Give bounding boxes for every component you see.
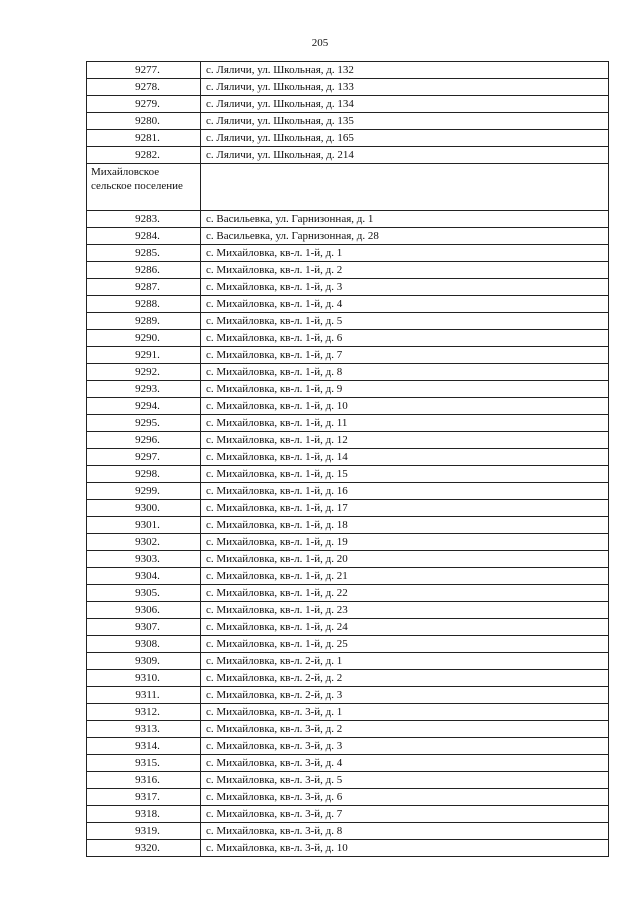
address-cell: с. Ляличи, ул. Школьная, д. 134 [201, 96, 609, 113]
address-cell: с. Михайловка, кв-л. 2-й, д. 2 [201, 670, 609, 687]
address-cell: с. Михайловка, кв-л. 1-й, д. 7 [201, 347, 609, 364]
table-row [87, 806, 609, 823]
table-row [87, 381, 609, 398]
table-row [87, 398, 609, 415]
row-number-cell: 9278. [87, 79, 201, 96]
row-number-cell: 9302. [87, 534, 201, 551]
row-number-cell: 9308. [87, 636, 201, 653]
row-number-cell: 9309. [87, 653, 201, 670]
table-row [87, 415, 609, 432]
table-row [87, 96, 609, 113]
address-cell: с. Михайловка, кв-л. 3-й, д. 2 [201, 721, 609, 738]
row-number-cell: 9295. [87, 415, 201, 432]
address-cell: с. Михайловка, кв-л. 1-й, д. 10 [201, 398, 609, 415]
address-cell: с. Михайловка, кв-л. 1-й, д. 9 [201, 381, 609, 398]
table-row [87, 262, 609, 279]
row-number-cell: 9283. [87, 211, 201, 228]
address-cell: с. Михайловка, кв-л. 3-й, д. 5 [201, 772, 609, 789]
table-row [87, 79, 609, 96]
address-cell: с. Михайловка, кв-л. 1-й, д. 5 [201, 313, 609, 330]
table-row [87, 279, 609, 296]
address-cell: с. Михайловка, кв-л. 1-й, д. 14 [201, 449, 609, 466]
table-row [87, 517, 609, 534]
row-number-cell: 9285. [87, 245, 201, 262]
page-number: 205 [311, 37, 329, 49]
row-number-cell: 9291. [87, 347, 201, 364]
address-cell: с. Михайловка, кв-л. 1-й, д. 2 [201, 262, 609, 279]
row-number-cell: 9281. [87, 130, 201, 147]
address-cell: с. Васильевка, ул. Гарнизонная, д. 1 [201, 211, 609, 228]
address-cell: с. Ляличи, ул. Школьная, д. 133 [201, 79, 609, 96]
row-number-cell: 9297. [87, 449, 201, 466]
row-number-cell: 9277. [87, 62, 201, 79]
address-cell: с. Михайловка, кв-л. 1-й, д. 16 [201, 483, 609, 500]
address-cell: с. Михайловка, кв-л. 3-й, д. 7 [201, 806, 609, 823]
address-cell: с. Михайловка, кв-л. 3-й, д. 8 [201, 823, 609, 840]
table-row [87, 840, 609, 857]
table-row [87, 738, 609, 755]
row-number-cell: 9293. [87, 381, 201, 398]
row-number-cell: 9305. [87, 585, 201, 602]
table-row [87, 789, 609, 806]
row-number-cell: 9292. [87, 364, 201, 381]
address-cell: с. Ляличи, ул. Школьная, д. 135 [201, 113, 609, 130]
table-row [87, 755, 609, 772]
table-row [87, 772, 609, 789]
address-cell: с. Михайловка, кв-л. 1-й, д. 8 [201, 364, 609, 381]
table-row [87, 636, 609, 653]
row-number-cell: 9318. [87, 806, 201, 823]
address-cell: с. Михайловка, кв-л. 1-й, д. 22 [201, 585, 609, 602]
address-cell: с. Михайловка, кв-л. 3-й, д. 10 [201, 840, 609, 857]
address-cell: с. Михайловка, кв-л. 1-й, д. 11 [201, 415, 609, 432]
row-number-cell: 9279. [87, 96, 201, 113]
row-number-cell: 9307. [87, 619, 201, 636]
row-number-cell: 9290. [87, 330, 201, 347]
table-row [87, 245, 609, 262]
address-cell: с. Михайловка, кв-л. 1-й, д. 15 [201, 466, 609, 483]
table-row [87, 364, 609, 381]
table-row [87, 483, 609, 500]
table-row [87, 534, 609, 551]
address-cell: с. Михайловка, кв-л. 2-й, д. 1 [201, 653, 609, 670]
row-number-cell: 9301. [87, 517, 201, 534]
address-cell: с. Михайловка, кв-л. 1-й, д. 3 [201, 279, 609, 296]
address-cell: с. Михайловка, кв-л. 1-й, д. 18 [201, 517, 609, 534]
section-header-row [87, 164, 609, 211]
address-cell: с. Михайловка, кв-л. 1-й, д. 24 [201, 619, 609, 636]
row-number-cell: 9286. [87, 262, 201, 279]
table-row [87, 721, 609, 738]
table-row [87, 113, 609, 130]
table-row [87, 823, 609, 840]
row-number-cell: 9310. [87, 670, 201, 687]
row-number-cell: 9306. [87, 602, 201, 619]
row-number-cell: 9313. [87, 721, 201, 738]
table-row [87, 147, 609, 164]
table-row [87, 466, 609, 483]
row-number-cell: 9311. [87, 687, 201, 704]
address-cell: с. Михайловка, кв-л. 1-й, д. 17 [201, 500, 609, 517]
table-row [87, 296, 609, 313]
table-row [87, 568, 609, 585]
address-cell: с. Михайловка, кв-л. 1-й, д. 6 [201, 330, 609, 347]
table-row [87, 704, 609, 721]
row-number-cell: 9288. [87, 296, 201, 313]
address-cell: с. Михайловка, кв-л. 1-й, д. 25 [201, 636, 609, 653]
address-cell: с. Васильевка, ул. Гарнизонная, д. 28 [201, 228, 609, 245]
table-row [87, 313, 609, 330]
table-row [87, 619, 609, 636]
row-number-cell: 9314. [87, 738, 201, 755]
section-title-cell: Михайловское сельское поселение [87, 164, 201, 211]
section-empty-cell [201, 164, 609, 211]
table-row [87, 687, 609, 704]
row-number-cell: 9315. [87, 755, 201, 772]
table-row [87, 211, 609, 228]
address-cell: с. Михайловка, кв-л. 1-й, д. 20 [201, 551, 609, 568]
table-row [87, 670, 609, 687]
table-row [87, 330, 609, 347]
address-cell: с. Ляличи, ул. Школьная, д. 132 [201, 62, 609, 79]
table-row [87, 62, 609, 79]
table-row [87, 347, 609, 364]
address-cell: с. Михайловка, кв-л. 1-й, д. 12 [201, 432, 609, 449]
row-number-cell: 9284. [87, 228, 201, 245]
address-cell: с. Михайловка, кв-л. 1-й, д. 21 [201, 568, 609, 585]
table-row [87, 602, 609, 619]
address-cell: с. Михайловка, кв-л. 3-й, д. 3 [201, 738, 609, 755]
address-cell: с. Михайловка, кв-л. 1-й, д. 23 [201, 602, 609, 619]
address-cell: с. Михайловка, кв-л. 3-й, д. 6 [201, 789, 609, 806]
row-number-cell: 9296. [87, 432, 201, 449]
row-number-cell: 9294. [87, 398, 201, 415]
table-row [87, 130, 609, 147]
table-row [87, 449, 609, 466]
row-number-cell: 9300. [87, 500, 201, 517]
row-number-cell: 9287. [87, 279, 201, 296]
row-number-cell: 9312. [87, 704, 201, 721]
row-number-cell: 9298. [87, 466, 201, 483]
row-number-cell: 9303. [87, 551, 201, 568]
row-number-cell: 9320. [87, 840, 201, 857]
address-cell: с. Михайловка, кв-л. 1-й, д. 1 [201, 245, 609, 262]
row-number-cell: 9319. [87, 823, 201, 840]
address-cell: с. Михайловка, кв-л. 1-й, д. 19 [201, 534, 609, 551]
address-cell: с. Михайловка, кв-л. 3-й, д. 4 [201, 755, 609, 772]
row-number-cell: 9299. [87, 483, 201, 500]
row-number-cell: 9317. [87, 789, 201, 806]
row-number-cell: 9280. [87, 113, 201, 130]
address-cell: с. Михайловка, кв-л. 1-й, д. 4 [201, 296, 609, 313]
address-cell: с. Михайловка, кв-л. 3-й, д. 1 [201, 704, 609, 721]
address-registry-table [86, 61, 609, 857]
table-row [87, 653, 609, 670]
address-cell: с. Михайловка, кв-л. 2-й, д. 3 [201, 687, 609, 704]
row-number-cell: 9289. [87, 313, 201, 330]
table-row [87, 500, 609, 517]
table-row [87, 432, 609, 449]
address-registry-body [87, 62, 609, 857]
row-number-cell: 9304. [87, 568, 201, 585]
table-row [87, 228, 609, 245]
table-row [87, 585, 609, 602]
row-number-cell: 9282. [87, 147, 201, 164]
table-row [87, 551, 609, 568]
row-number-cell: 9316. [87, 772, 201, 789]
address-cell: с. Ляличи, ул. Школьная, д. 214 [201, 147, 609, 164]
address-cell: с. Ляличи, ул. Школьная, д. 165 [201, 130, 609, 147]
